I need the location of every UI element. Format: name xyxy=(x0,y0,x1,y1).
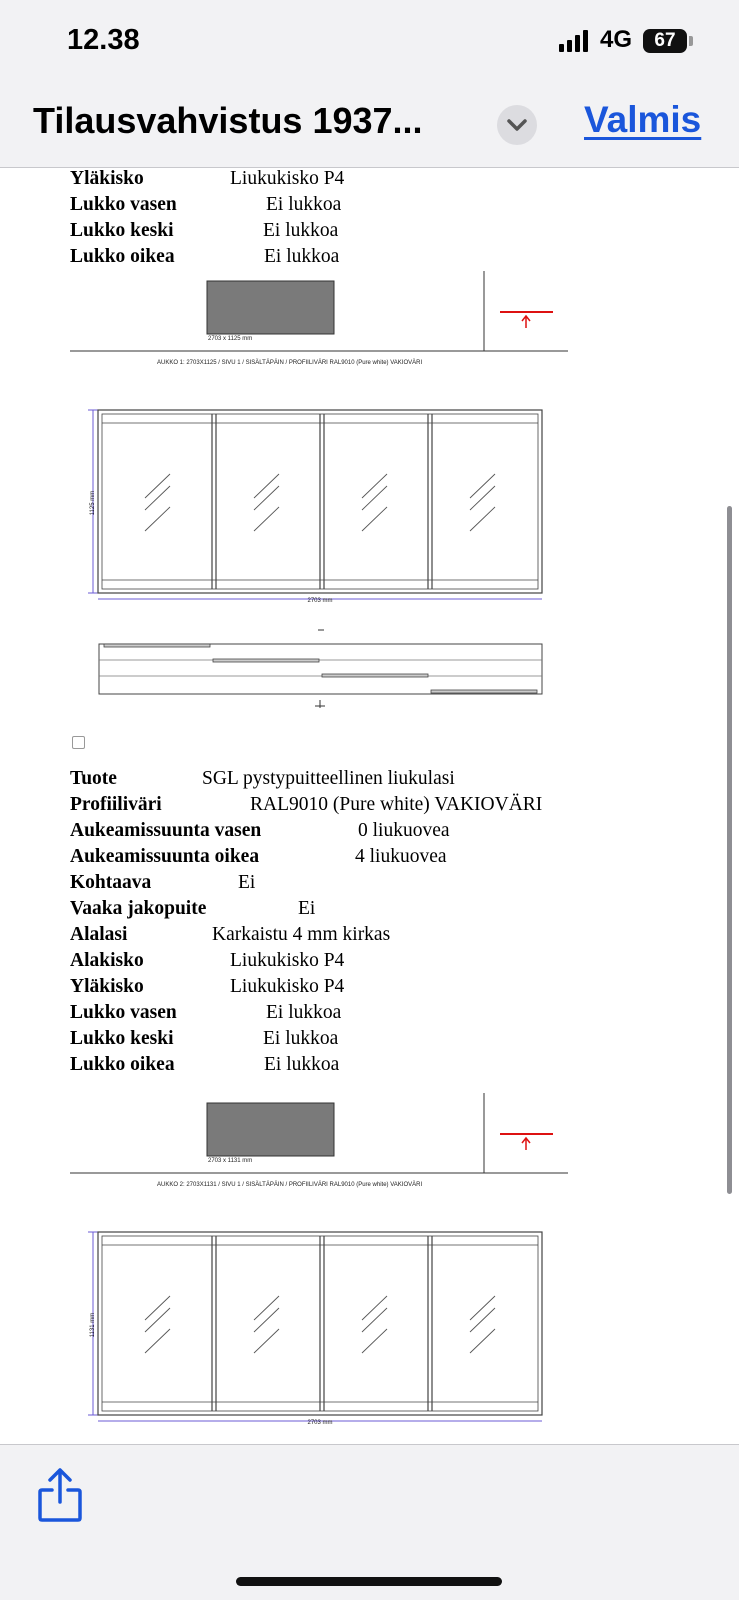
signal-icon xyxy=(559,30,593,52)
spec-row: Lukko keski Ei lukkoa xyxy=(70,1028,339,1049)
height-dimension: 1131 mm xyxy=(90,1312,96,1338)
width-dimension: 2703 mm xyxy=(307,598,333,604)
width-dimension: 2703 mm xyxy=(307,1420,333,1426)
plan-thumbnail-1 xyxy=(0,266,739,376)
spec-row: Kohtaava Ei xyxy=(70,872,256,893)
spec-row: Lukko vasen Ei lukkoa xyxy=(70,194,342,215)
spec-row: Lukko oikea Ei lukkoa xyxy=(70,246,340,267)
document-view[interactable] xyxy=(0,168,739,1444)
scrollbar[interactable] xyxy=(727,506,732,1194)
height-dimension: 1125 mm xyxy=(90,490,96,516)
plan-caption: AUKKO 2: 2703X1131 / SIVU 1 / SISÄLTÄPÄIN / PROFIILIVÄRI RAL9010 (Pure white) VAKIOVÄRI xyxy=(157,1182,423,1188)
rail-section-drawing xyxy=(0,628,739,718)
battery-icon: 67 xyxy=(643,29,687,53)
home-indicator[interactable] xyxy=(236,1577,502,1586)
done-button[interactable]: Valmis xyxy=(584,99,702,140)
battery-tip xyxy=(689,36,693,46)
share-icon xyxy=(36,1466,84,1524)
page-title: Tilausvahvistus 1937... xyxy=(33,100,423,141)
thumb-label: 2703 x 1125 mm xyxy=(208,336,253,342)
spec-row: Alalasi Karkaistu 4 mm kirkas xyxy=(70,924,391,945)
elevation-drawing-2 xyxy=(0,1230,739,1430)
chevron-down-icon xyxy=(497,105,537,145)
plan-caption: AUKKO 1: 2703X1125 / SIVU 1 / SISÄLTÄPÄIN / PROFIILIVÄRI RAL9010 (Pure white) VAKIOVÄRI xyxy=(157,360,423,366)
share-button[interactable] xyxy=(36,1466,84,1524)
spec-row: Aukeamissuunta vasen 0 liukuovea xyxy=(70,820,450,841)
spec-row: Lukko vasen Ei lukkoa xyxy=(70,1002,342,1023)
spec-row: Yläkisko Liukukisko P4 xyxy=(70,168,345,189)
spec-row: Lukko oikea Ei lukkoa xyxy=(70,1054,340,1075)
spec-row: Tuote SGL pystypuitteellinen liukulasi xyxy=(70,768,455,789)
spec-row: Yläkisko Liukukisko P4 xyxy=(70,976,345,997)
elevation-drawing-1 xyxy=(0,408,739,608)
network-type: 4G xyxy=(600,26,633,53)
spec-row: Lukko keski Ei lukkoa xyxy=(70,220,339,241)
spec-row: Vaaka jakopuite Ei xyxy=(70,898,316,919)
title-menu-button[interactable] xyxy=(497,105,537,145)
spec-row: Alakisko Liukukisko P4 xyxy=(70,950,345,971)
spec-row: Aukeamissuunta oikea 4 liukuovea xyxy=(70,846,447,867)
toolbar-divider xyxy=(0,1444,739,1445)
status-bar xyxy=(0,0,739,80)
attachment-checkbox[interactable] xyxy=(72,736,85,749)
spec-row: Profiiliväri RAL9010 (Pure white) VAKIOVÄRI xyxy=(70,794,543,815)
plan-thumbnail-2 xyxy=(0,1088,739,1198)
status-time: 12.38 xyxy=(67,24,140,56)
thumb-label: 2703 x 1131 mm xyxy=(208,1158,253,1164)
